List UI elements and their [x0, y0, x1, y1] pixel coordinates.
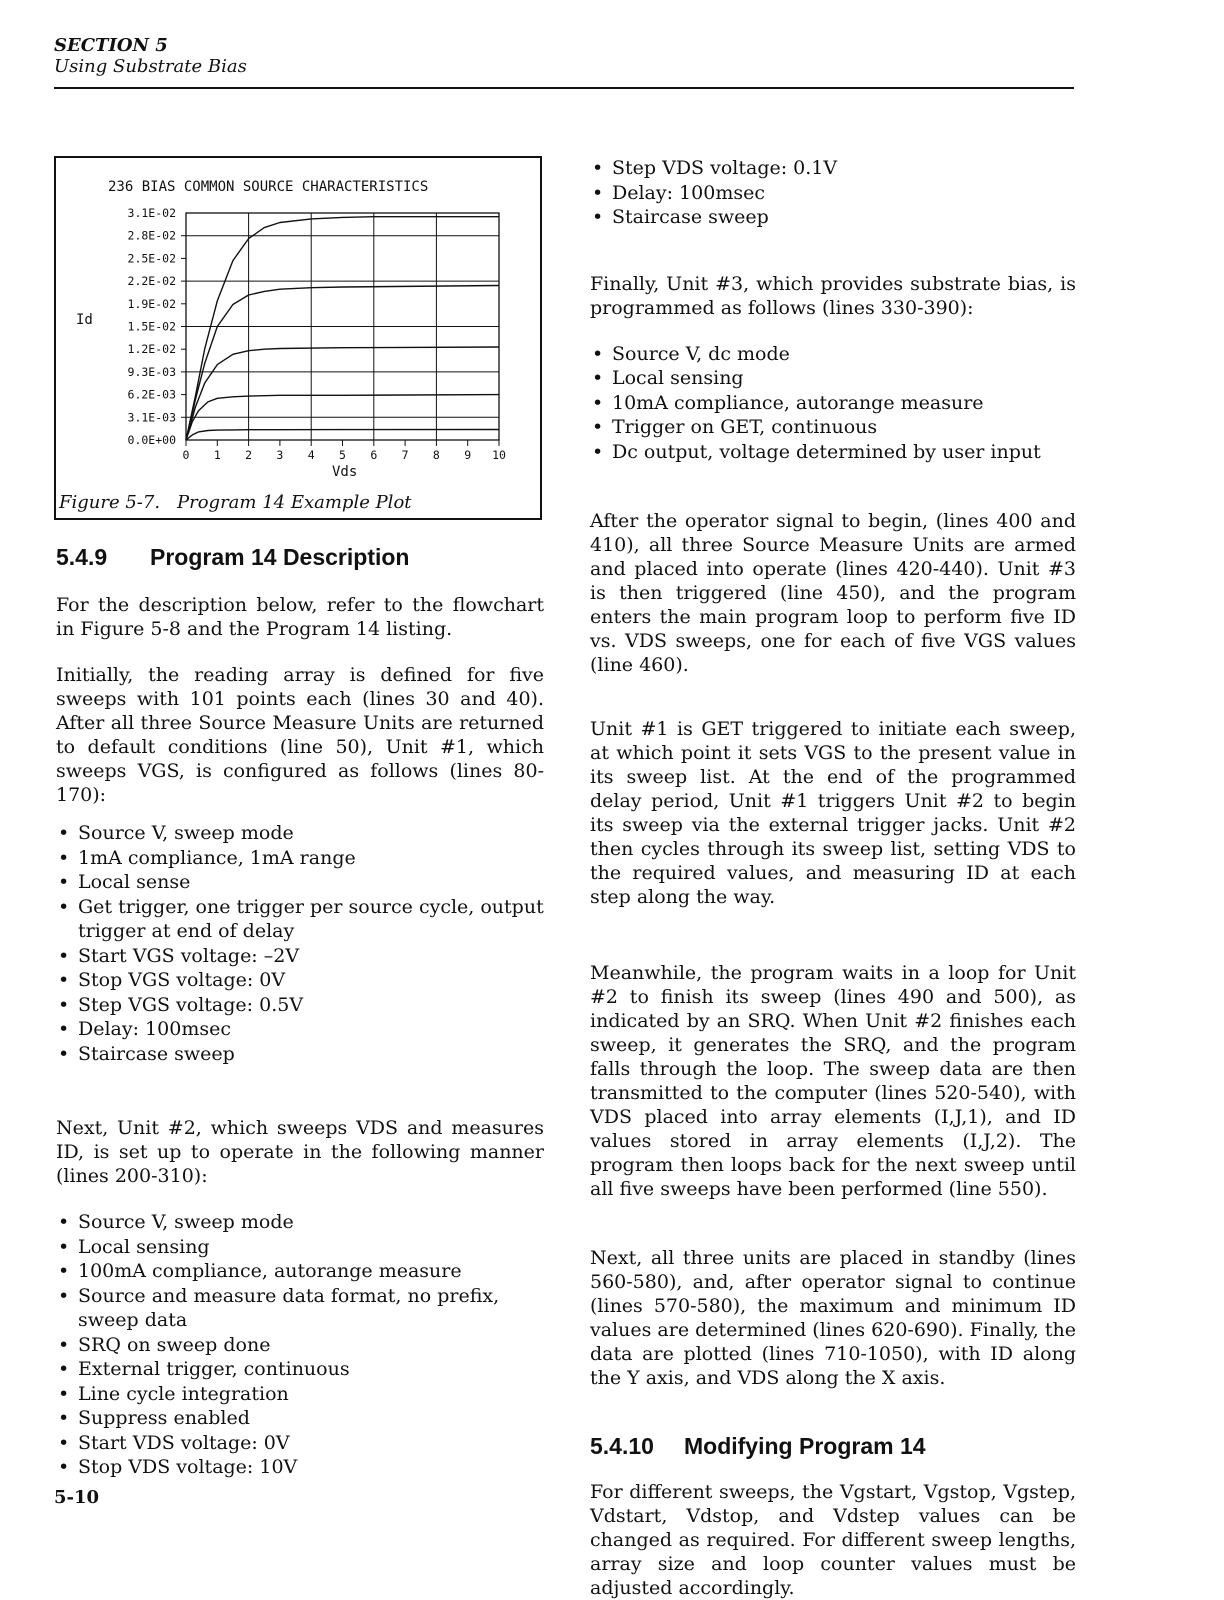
y-tick-label: 2.5E-02 [127, 251, 176, 266]
series-line-1 [186, 430, 499, 441]
list-item: • External trigger, continuous [56, 1357, 544, 1382]
list-item: • Source V, sweep mode [56, 1210, 544, 1235]
chart-grid [181, 213, 499, 446]
section-label: SECTION 5 [54, 35, 168, 56]
list-item: • Source and measure data format, no prefix, sweep data [56, 1284, 544, 1333]
x-tick-label: 5 [339, 448, 346, 462]
x-tick-label: 9 [464, 448, 472, 462]
list-item: • Stop VDS voltage: 10V [56, 1455, 544, 1480]
list-item: • 100mA compliance, autorange measure [56, 1259, 544, 1284]
figure-title: Program 14 Example Plot [177, 492, 412, 513]
list-item: • Local sense [56, 870, 544, 895]
page-number: 5-10 [54, 1487, 100, 1508]
y-tick-label: 3.1E-02 [127, 206, 176, 220]
unit2-config-list [56, 1210, 544, 1480]
list-item: • Source V, dc mode [590, 342, 1076, 367]
heading-number: 5.4.10 [590, 1433, 654, 1459]
y-tick-label: 1.5E-02 [127, 319, 176, 334]
list-item: • Suppress enabled [56, 1406, 544, 1431]
chart-y-label: Id [76, 312, 93, 328]
chart-series [186, 217, 499, 440]
list-item: • Staircase sweep [590, 205, 1076, 230]
figure-caption [59, 492, 412, 513]
list-item: • Get trigger, one trigger per source cycle, output trigger at end of delay [56, 895, 544, 944]
list-item: • SRQ on sweep done [56, 1333, 544, 1358]
y-tick-label: 1.9E-02 [127, 296, 176, 311]
y-tick-labels [128, 206, 177, 447]
page-header [54, 36, 1074, 78]
x-tick-labels [183, 448, 506, 462]
paragraph: Initially, the reading array is defined for five sweeps with 101 points each (lines 30 and 40). After all three Source Measure Units are returned to default conditions (line 50), Unit #1, which sweeps VGS, is configured as follows (lines 80-170): [56, 664, 544, 806]
paragraph: Next, all three units are placed in standby (lines 560-580), and, after operator signal to continue (lines 570-580), the maximum and minimum ID values are determined (lines 620-690). Finally, the data are plotted (lines 710-1050), with ID along the Y axis, and VDS along the X axis. [590, 1247, 1076, 1389]
list-item: • Stop VGS voltage: 0V [56, 968, 544, 993]
figure-number: Figure 5-7. [59, 492, 161, 513]
list-item: • 10mA compliance, autorange measure [590, 391, 1076, 416]
right-column [590, 156, 1076, 1600]
list-item: • Delay: 100msec [590, 181, 1076, 206]
chart-title: 236 BIAS COMMON SOURCE CHARACTERISTICS [108, 179, 429, 195]
x-tick-label: 2 [245, 448, 253, 462]
chart [56, 158, 540, 492]
y-tick-label: 2.8E-02 [127, 228, 176, 243]
unit2-config-list-continued [590, 156, 1076, 230]
chart-x-label: Vds [332, 464, 358, 480]
list-item: • Step VGS voltage: 0.5V [56, 993, 544, 1018]
list-item: • Staircase sweep [56, 1042, 544, 1067]
list-item: • 1mA compliance, 1mA range [56, 846, 544, 871]
paragraph: Finally, Unit #3, which provides substrate bias, is programmed as follows (lines 330-390): [590, 272, 1076, 319]
heading-title: Modifying Program 14 [684, 1433, 926, 1459]
y-tick-label: 3.1E-03 [127, 410, 176, 425]
list-item: • Step VDS voltage: 0.1V [590, 156, 1076, 181]
x-tick-label: 8 [432, 448, 440, 462]
unit3-config-list [590, 342, 1076, 465]
list-item: • Local sensing [590, 366, 1076, 391]
paragraph: After the operator signal to begin, (lines 400 and 410), all three Source Measure Units are armed and placed into operate (lines 420-440). Unit #3 is then triggered (line 450), and the program enters the main program loop to perform five ID vs. VDS sweeps, one for each of five VGS values (line 460). [590, 510, 1076, 676]
unit1-config-list [56, 821, 544, 1066]
x-tick-label: 6 [370, 448, 378, 462]
x-tick-label: 1 [213, 448, 221, 462]
figure-box [54, 156, 542, 520]
list-item: • Dc output, voltage determined by user input [590, 440, 1076, 465]
left-column [56, 545, 544, 1480]
list-item: • Start VDS voltage: 0V [56, 1431, 544, 1456]
series-line-5 [186, 217, 499, 440]
paragraph: For the description below, refer to the flowchart in Figure 5-8 and the Program 14 listing. [56, 594, 544, 640]
list-item: • Delay: 100msec [56, 1017, 544, 1042]
x-tick-label: 10 [492, 448, 506, 462]
paragraph: Unit #1 is GET triggered to initiate each sweep, at which point it sets VGS to the present value in its sweep list. At the end of the programmed delay period, Unit #1 triggers Unit #2 to begin its sweep via the external trigger jacks. Unit #2 then cycles through its sweep list, setting VDS to the required values, and measuring ID at each step along the way. [590, 718, 1076, 908]
heading-number: 5.4.9 [56, 544, 108, 570]
paragraph: Meanwhile, the program waits in a loop for Unit #2 to finish its sweep (lines 490 and 500), as indicated by an SRQ. When Unit #2 finishes each sweep, it generates the SRQ, and the program falls through the loop. The sweep data are then transmitted to the computer (lines 520-540), with VDS placed into array elements (I,J,1), and ID values stored in array elements (I,J,2). The program then loops back for the next sweep until all five sweeps have been performed (line 550). [590, 962, 1076, 1200]
section-heading-549 [56, 545, 544, 569]
y-tick-label: 2.2E-02 [127, 274, 176, 289]
section-heading-5410 [590, 1434, 1076, 1458]
list-item: • Start VGS voltage: –2V [56, 944, 544, 969]
heading-title: Program 14 Description [150, 544, 410, 570]
x-tick-label: 7 [401, 448, 409, 462]
list-item: • Local sensing [56, 1235, 544, 1260]
x-tick-label: 3 [276, 448, 284, 462]
list-item: • Source V, sweep mode [56, 821, 544, 846]
y-tick-label: 1.2E-02 [127, 342, 176, 357]
y-tick-label: 9.3E-03 [127, 364, 176, 379]
list-item: • Line cycle integration [56, 1382, 544, 1407]
paragraph: For different sweeps, the Vgstart, Vgstop, Vgstep, Vdstart, Vdstop, and Vdstep values can be changed as required. For different sweep lengths, array size and loop counter values must be adjusted accordingly. [590, 1481, 1076, 1599]
header-rule [54, 87, 1074, 89]
list-item: • Trigger on GET, continuous [590, 415, 1076, 440]
y-tick-label: 0.0E+00 [127, 433, 176, 447]
paragraph: Next, Unit #2, which sweeps VDS and measures ID, is set up to operate in the following manner (lines 200-310): [56, 1117, 544, 1187]
x-tick-label: 4 [307, 448, 315, 462]
x-tick-label: 0 [182, 448, 190, 462]
y-tick-label: 6.2E-03 [127, 387, 176, 402]
series-line-3 [186, 347, 499, 440]
section-subtitle: Using Substrate Bias [54, 56, 247, 77]
